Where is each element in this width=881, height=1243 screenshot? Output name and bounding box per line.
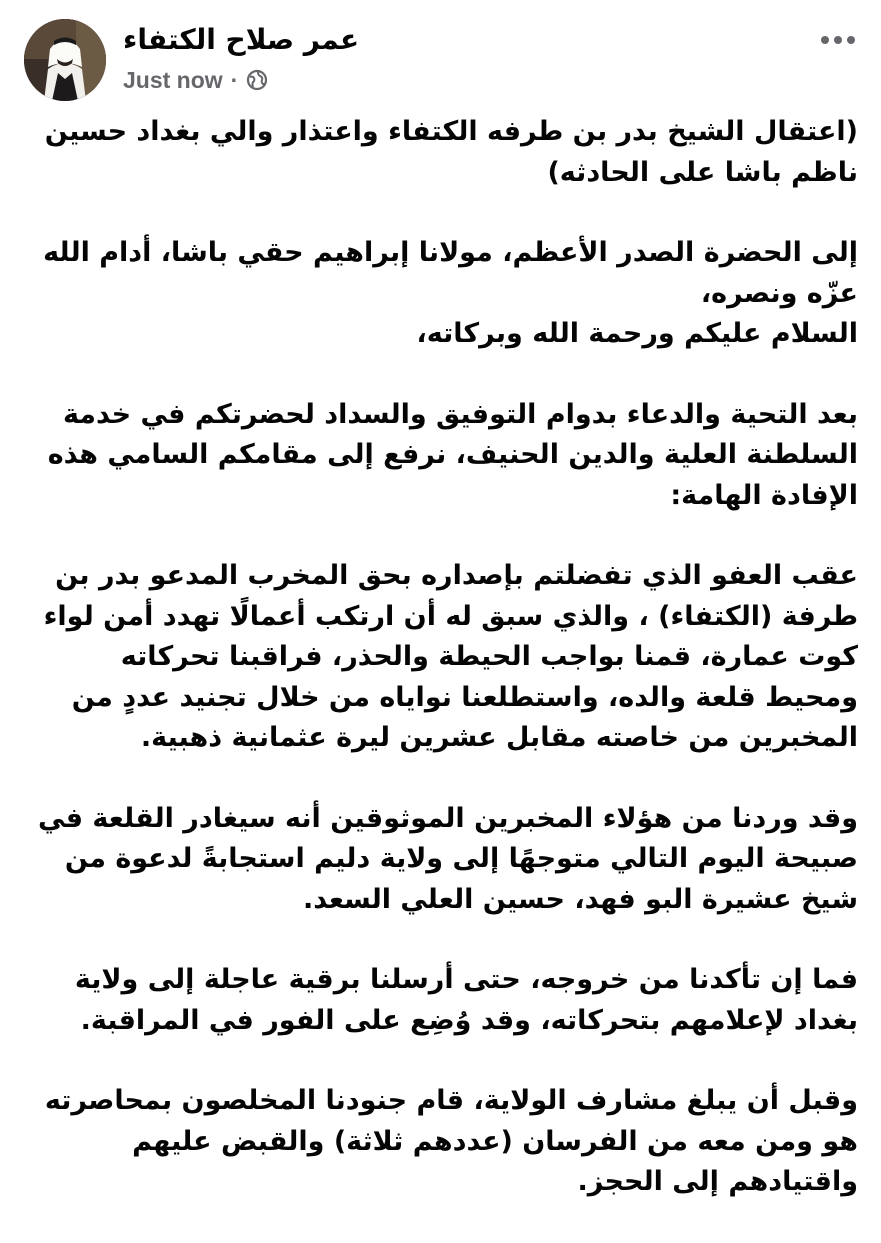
profile-photo-icon <box>24 19 106 101</box>
more-options-button[interactable] <box>815 22 861 58</box>
post-meta <box>123 64 268 96</box>
post-paragraph: بعد التحية والدعاء بدوام التوفيق والسداد لحضرتكم في خدمة السلطنة العلية والدين الحنيف، نرفع إلى مقامكم السامي هذه الإفادة الهامة: <box>47 398 858 511</box>
author-avatar[interactable] <box>24 19 106 101</box>
globe-icon[interactable] <box>246 69 268 91</box>
post-paragraph: وقد وردنا من هؤلاء المخبرين الموثوقين أنه سيغادر القلعة في صبيحة اليوم التالي متوجهًا إلى ولاية دليم استجابةً لدعوة من شيخ عشيرة البو فهد، حسين العلي السعد. <box>38 802 858 915</box>
post-paragraph: فما إن تأكدنا من خروجه، حتى أرسلنا برقية عاجلة إلى ولاية بغداد لإعلامهم بتحركاته، وقد وُضِع على الفور في المراقبة. <box>74 964 858 1036</box>
author-name[interactable]: عمر صلاح الكتفاء <box>123 23 360 56</box>
post-timestamp[interactable]: Just now <box>123 66 223 93</box>
post-text <box>30 112 858 1243</box>
meta-separator: · <box>230 66 239 93</box>
post-paragraph: عقب العفو الذي تفضلتم بإصداره بحق المخرب المدعو بدر بن طرفة (الكتفاء) ، والذي سبق له أن ارتكب أعمالًا تهدد أمن لواء كوت عمارة، قمنا بواجب الحيطة والحذر، فراقبنا تحركاته ومحيط قلعة والده، واستطلعنا نواياه من خلال تجنيد عددٍ من المخبرين من خاصته مقابل عشرين ليرة عثمانية ذهبية. <box>43 560 858 753</box>
post-paragraph-title: (اعتقال الشيخ بدر بن طرفه الكتفاء واعتذار والي بغداد حسين ناظم باشا على الحادثه) <box>44 116 858 188</box>
post-paragraph: وقبل أن يبلغ مشارف الولاية، قام جنودنا المخلصون بمحاصرته هو ومن معه من الفرسان (عددهم ثلاثة) والقبض عليهم واقتيادهم إلى الحجز. <box>44 1085 858 1197</box>
post-header <box>0 0 881 110</box>
more-options-icon <box>818 34 858 46</box>
post-paragraph-greeting: إلى الحضرة الصدر الأعظم، مولانا إبراهيم حقي باشا، أدام الله عزّه ونصره، السلام عليكم ورحمة الله وبركاته، <box>43 237 858 349</box>
